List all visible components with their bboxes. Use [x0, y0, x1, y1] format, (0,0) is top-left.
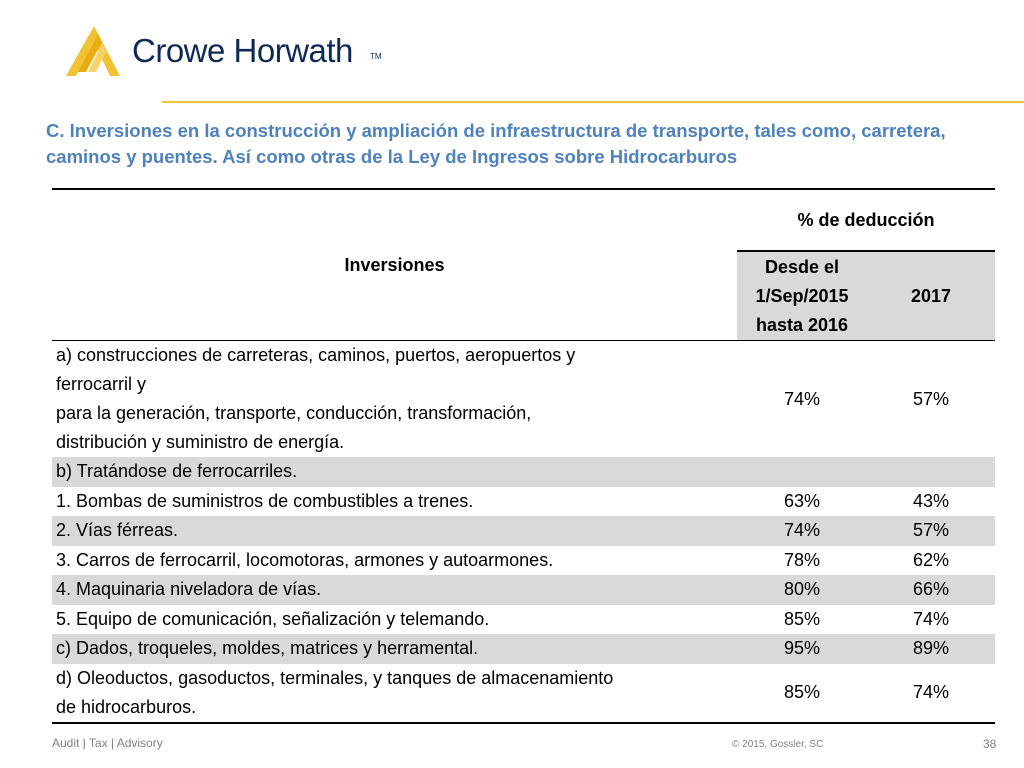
- row-value-period-2: 74%: [912, 608, 950, 629]
- row-value-period-2: 57%: [912, 388, 950, 409]
- brand-name: Crowe Horwath: [132, 32, 353, 69]
- row-label: 1. Bombas de suministros de combustibles a trenes.: [56, 490, 474, 511]
- row-label-line: ferrocarril y: [56, 374, 147, 394]
- row-value-period-1: 95%: [737, 634, 867, 664]
- row-label-line: para la generación, transporte, conducción, transformación,: [56, 403, 532, 423]
- table-row: [52, 341, 995, 458]
- slide-title: C. Inversiones en la construcción y ampliación de infraestructura de transporte, tales como, carretera, caminos y puentes. Así como otras de la Ley de Ingresos sobre Hidrocarburos: [46, 120, 946, 167]
- row-label: [52, 341, 737, 458]
- row-value-period-2: 62%: [912, 549, 950, 570]
- page-number: 38: [983, 737, 997, 751]
- row-label: 3. Carros de ferrocarril, locomotoras, armones y autoarmones.: [56, 549, 554, 570]
- row-value-period-1: 78%: [783, 549, 821, 570]
- row-label: 5. Equipo de comunicación, señalización y telemando.: [56, 608, 490, 629]
- row-value-period-1: 85%: [783, 608, 821, 629]
- deduction-percent-header: % de deducción: [737, 189, 995, 251]
- crowe-horwath-logo: [64, 24, 394, 82]
- table-row: [52, 664, 995, 723]
- crowe-horwath-logo-icon: [64, 24, 126, 80]
- table-row: [52, 634, 995, 664]
- period-1-header: [737, 251, 867, 341]
- footer-services: Audit | Tax | Advisory: [52, 736, 163, 750]
- row-value-period-1: 74%: [737, 516, 867, 546]
- row-value-period-2: 43%: [912, 490, 950, 511]
- table-row: [52, 546, 995, 576]
- row-value-period-2: [867, 457, 995, 487]
- row-value-period-1: 85%: [783, 682, 821, 702]
- row-value-period-2: 66%: [867, 575, 995, 605]
- table-row: [52, 575, 995, 605]
- row-value-period-2: 89%: [867, 634, 995, 664]
- header-rule: [162, 101, 1024, 103]
- row-value-period-1: 63%: [783, 490, 821, 511]
- row-label: c) Dados, troqueles, moldes, matrices y herramental.: [52, 634, 737, 664]
- row-label-line: distribución y suministro de energía.: [56, 432, 345, 452]
- table-row: [52, 516, 995, 546]
- table-row: [52, 457, 995, 487]
- row-label: b) Tratándose de ferrocarriles.: [52, 457, 737, 487]
- row-label: 4. Maquinaria niveladora de vías.: [52, 575, 737, 605]
- deduction-table: [52, 188, 995, 724]
- table-row: [52, 487, 995, 517]
- row-label: [52, 664, 737, 723]
- table-header-row: [52, 189, 995, 251]
- row-value-period-1: [737, 457, 867, 487]
- table-row: [52, 605, 995, 635]
- period-1-header-text: Desde el 1/Sep/2015 hasta 2016: [755, 256, 849, 335]
- period-2-header: 2017: [867, 251, 995, 341]
- row-value-period-2: 57%: [867, 516, 995, 546]
- brand-trademark: TM: [370, 52, 382, 61]
- row-label: 2. Vías férreas.: [52, 516, 737, 546]
- row-label-line: a) construcciones de carreteras, caminos, puertos, aeropuertos y: [56, 345, 576, 365]
- row-value-period-1: 80%: [737, 575, 867, 605]
- row-label-line: de hidrocarburos.: [56, 696, 197, 717]
- row-value-period-2: 74%: [912, 682, 950, 702]
- row-value-period-1: 74%: [783, 388, 821, 409]
- row-label-line: d) Oleoductos, gasoductos, terminales, y tanques de almacenamiento: [56, 667, 614, 688]
- investments-header: Inversiones: [344, 254, 445, 275]
- footer-copyright: © 2015, Gossler, SC: [732, 739, 824, 750]
